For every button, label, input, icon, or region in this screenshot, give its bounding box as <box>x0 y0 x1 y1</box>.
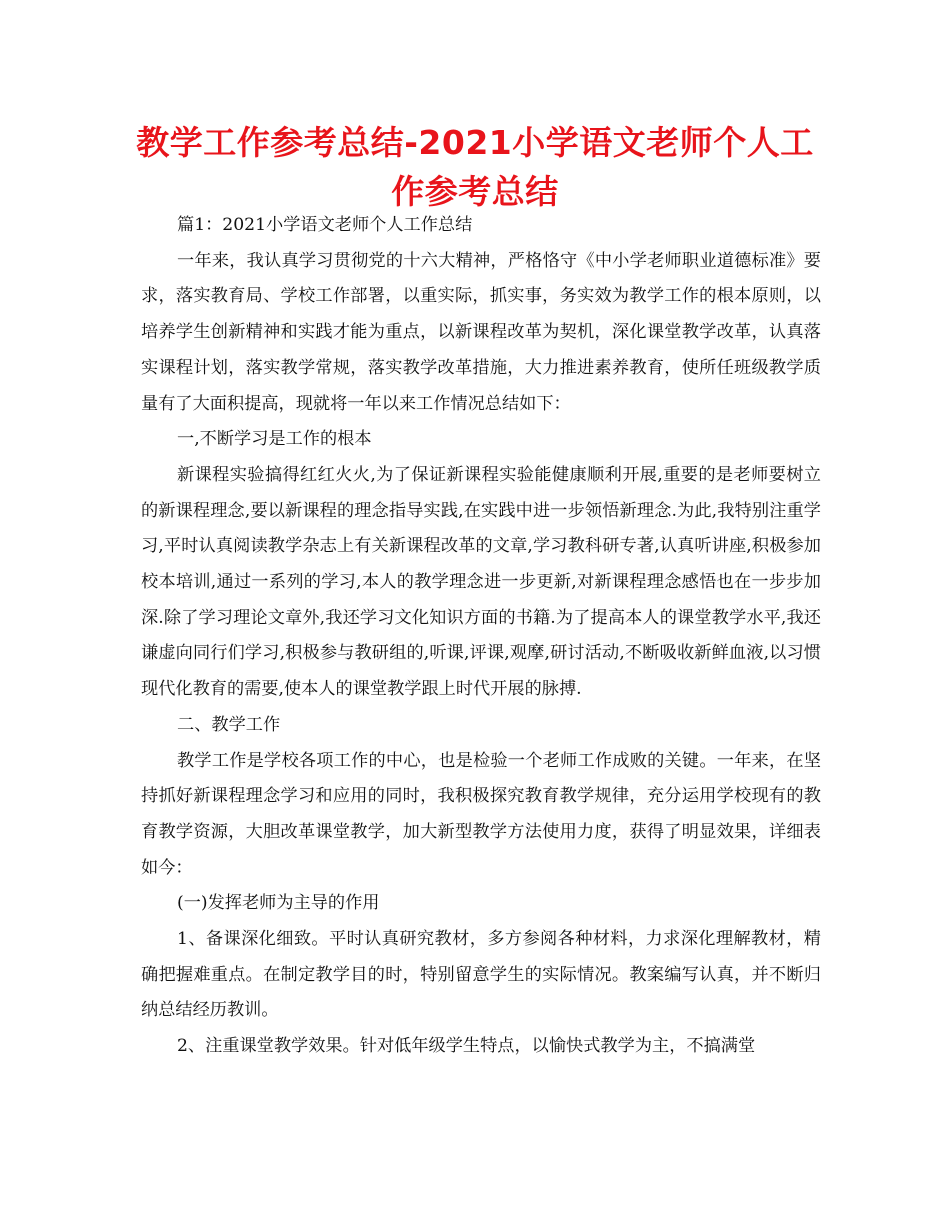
section-heading-learning: 一,不断学习是工作的根本 <box>177 429 372 450</box>
article-subtitle: 篇1：2021小学语文老师个人工作总结 <box>177 215 473 235</box>
paragraph-intro: 一年来，我认真学习贯彻党的十六大精神，严格恪守《中小学老师职业道德标准》要求，落实教育局、学校工作部署，以重实际，抓实事，务实效为教学工作的根本原则，以培养学生创新精神和实践才能为重点，以新课程改革为契机，深化课堂教学改革，认真落实课程计划，落实教学常规，落实教学改革措施，大力推进素养教育，使所任班级教学质量有了大面积提高，现就将一年以来工作情况总结如下： <box>141 250 821 414</box>
paragraph-learning: 新课程实验搞得红红火火,为了保证新课程实验能健康顺利开展,重要的是老师要树立的新课程理念,要以新课程的理念指导实践,在实践中进一步领悟新理念.为此,我特别注重学习,平时认真阅读教学杂志上有关新课程改革的文章,学习教科研专著,认真听讲座,积极参加校本培训,通过一系列的学习,本人的教学理念进一步更新,对新课程理念感悟也在一步步加深.除了学习理论文章外,我还学习文化知识方面的书籍.为了提高本人的课堂教学水平,我还谦虚向同行们学习,积极参与教研组的,听课,评课,观摩,研讨活动,不断吸收新鲜血液,以习惯现代化教育的需要,使本人的课堂教学跟上时代开展的脉搏. <box>141 464 821 700</box>
paragraph-teaching: 教学工作是学校各项工作的中心，也是检验一个老师工作成败的关键。一年来，在坚持抓好新课程理念学习和应用的同时，我积极探究教育教学规律，充分运用学校现有的教育教学资源，大胆改革课堂教学，加大新型教学方法使用力度，获得了明显效果，详细表如今： <box>141 750 821 878</box>
list-item-lesson-prep: 1、备课深化细致。平时认真研究教材，多方参阅各种材料，力求深化理解教材，精确把握难重点。在制定教学目的时，特别留意学生的实际情况。教案编写认真，并不断归纳总结经历教训。 <box>141 929 821 1021</box>
document-title: 教学工作参考总结-2021小学语文老师个人工作参考总结 <box>136 123 814 211</box>
subsection-heading-teacher-role: (一)发挥老师为主导的作用 <box>177 893 380 914</box>
document-body <box>141 208 821 1065</box>
section-heading-teaching: 二、教学工作 <box>177 714 281 735</box>
list-item-classroom-effect: 2、注重课堂教学效果。针对低年级学生特点，以愉快式教学为主，不搞满堂 <box>177 1036 756 1057</box>
